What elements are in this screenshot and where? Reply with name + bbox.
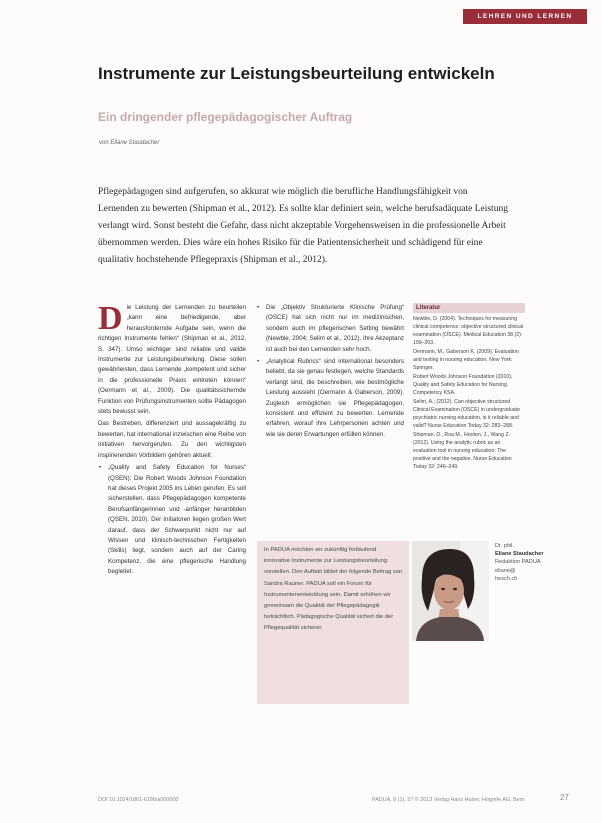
article-subtitle: Ein dringender pflegepädagogischer Auftrag [98,110,353,124]
footer-doi: DOI 10.1024/1861-6186/a000000 [98,797,179,803]
literature-item: Robert Woods Johnson Foundation (2010). Quality and Safety Education for Nursing. Competency KSA. [413,374,513,396]
article-title: Instrumente zur Leistungsbeurteilung entwickeln [98,64,495,83]
bullet-qsen: • „Quality and Safety Education for Nurses“ (QSEN): Die Robert Woods Johnson Foundation hat dieses Projekt 2005 ins Leben gerufen. Es soll sicherstellen, dass Pflegepädagogen kompetente Berufsanfängerinnen und -anfänger heranbilden (QSEN, 2010). Der Initiatoren liegen großen Wert darauf, dass der Schwerpunkt nicht nur auf Wissen und klinisch-technischen Fertigkeiten (Skills) liegt, sondern auch auf der Caring Kompetenz, die eine pflegerische Handlung begleitet. [98,463,246,577]
section-tag: LEHREN UND LERNEN [463,9,587,24]
body-column-2 [256,303,404,442]
bullet-rubrics: • „Analytical Rubrics“ sind international besonders beliebt, da sie genau festlegen, welche Standards verlangt sind, die beschreiben, wie bestmögliche Leistung aussieht (Oermann & Gaberson, 2009). Zugleich ermöglichen sie Pflegepädagogen, konsistent und effizient zu bewerten. Lernende erfahren, worauf ihre Lehrpersonen achten und wie sie deren Erwartungen erfüllen können. [256,357,404,440]
literature-item: Selim, A., (2012). Can objective structured Clinical Examination (OSCE) in undergraduate psychiatric nursing education, is it reliable and valid? Nurse Education Today 32: 283–288. [413,399,520,429]
footer-journal: PADUA, 8 (1), 27 © 2013 Verlag Hans Huber, Hogrefe AG, Bern [372,797,525,803]
intro-paragraph: Pflegepädagogen sind aufgerufen, so akkurat wie möglich die berufliche Handlungsfähigkeit von Lernenden zu bewerten (Shipman et al., 2012). Es sollte klar definiert sein, welche berufsadäquate Leistung verlangt wird. Sonst besteht die Gefahr, dass nicht akzeptable Vorgehensweisen in die professionelle Arbeit übernommen werden. Dies wäre ein hohes Risiko für die Patientensicherheit und schädigend für eine qualitativ hochstehende Pflegepraxis (Shipman et al., 2012). [98,187,508,265]
literature-item: Shipman, D., Roa M., Hooten, J., Wang Z. (2012). Using the analytic rubric as an evaluation tool in nursing education: The positive and the negative. Nurse Education Today 32: 246–249. [413,432,512,470]
body-paragraph-1: Die Leistung der Lernenden zu beurteilen „kann eine befriedigende, aber herausfordernde Aufgabe sein, wenn die richtigen Instrumente fehlen“ (Shipman et al., 2012, S. 347). Umso wichtiger sind reliable und valide Instrumente zur Leistungsbeurteilung. Diese sollen gewährleisten, dass Lernende „kompetent und sicher in die professionelle Praxis eintreten können“ (Oermann et al., 2009). Die qualitätssichernde Funktion von Prüfungsinstrumenten sollte Pädagogen stets bewusst sein. [98,300,246,416]
callout-text: In PADUA möchten wir zukünftig fortlaufend innovative Instrumente zur Leistungsbeurteilung vorstellen. Den Auftakt bildet der folgende Beitrag von Sandra Rauner. PADUA soll ein Forum für Instrumentenentwicklung sein. Damit erhöhen wir gemeinsam die Qualität der Pflegepädagogik beträchtlich. Pädagogische Qualität sichert die der Pflegequalität sicherer. [264,547,403,632]
author-caption: Dr. phil. Eliane Staudacher Redaktion PADUA eliane@ hesch.ch [495,542,555,583]
body-column-1 [98,300,246,580]
literature-item: Oermann, M., Gaberson K. (2009). Evaluation and testing in nursing education. New York: Springer. [413,349,519,371]
page-number: 27 [560,793,569,802]
literature-heading: Literatur [413,303,525,313]
literature-box [413,303,525,472]
author-name: Eliane Staudacher [495,551,544,558]
literature-item: Newble, D. (2004). Techniques for measuring clinical competence: objective structured clinical examination (OSCE). Medical Education 38 (2): 199–203. [413,316,524,346]
author-photo [412,541,489,641]
bullet-osce: • Die „Objektiv Strukturierte Klinische Prüfung“ (OSCE) hat sich nicht nur im medizinischen, sondern auch im pflegerischen Setting bewährt (Newble, 2004; Selim et al., 2012). Ihre Akzeptanz ist auch bei den Lernenden sehr hoch. [256,303,404,355]
drop-cap: D [98,300,123,337]
body-paragraph-2: Das Bestreben, differenziert und aussagekräftig zu bewerten, hat international inzwischen eine Reihe von Initiativen hervorgerufen. Zu den wichtigsten inspirierenden Vorbildern gehören aktuell: [98,420,246,459]
byline: von Eliane Staudacher [99,140,160,146]
